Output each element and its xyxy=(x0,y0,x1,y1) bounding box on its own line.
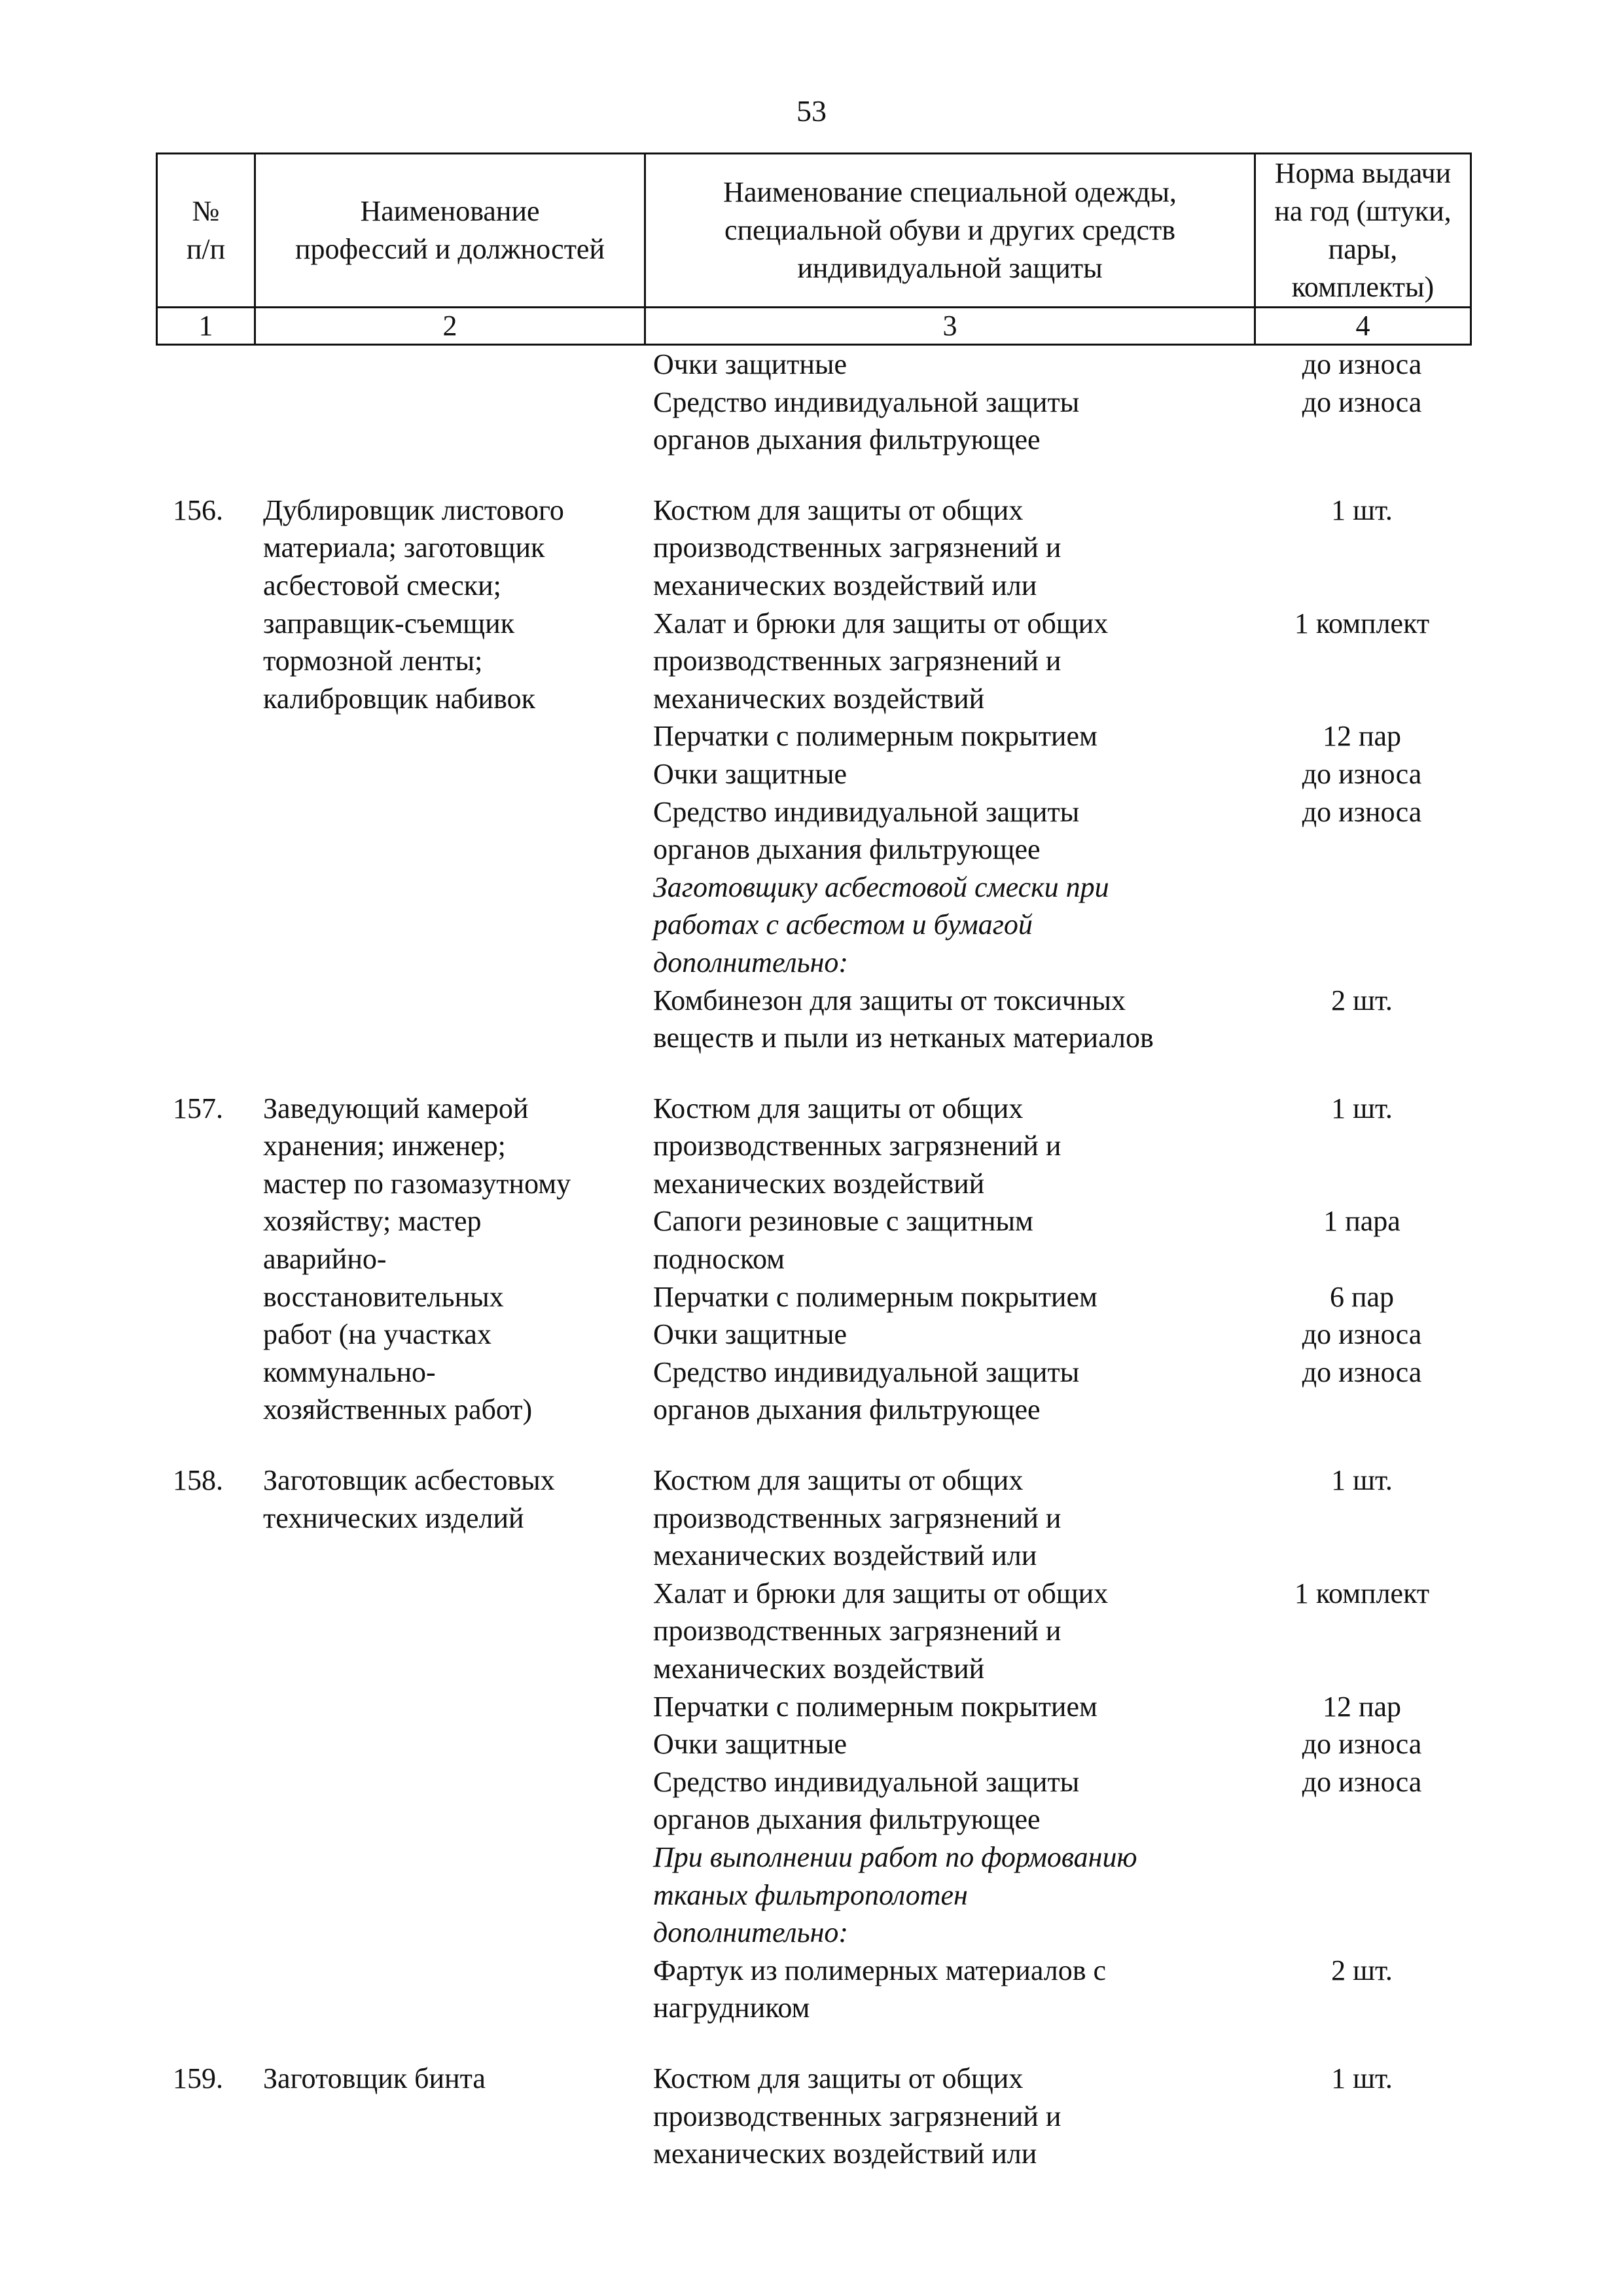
item-line: органов дыхания фильтрующее xyxy=(653,1393,1041,1426)
item-line: Халат и брюки для защиты от общих xyxy=(653,1577,1109,1609)
item-line: нагрудником xyxy=(653,1992,810,2024)
item-line: механических воздействий xyxy=(653,1653,985,1685)
item-line: механических воздействий или xyxy=(653,2138,1037,2170)
table-body xyxy=(156,346,1470,2173)
items-cell xyxy=(644,492,1254,1057)
norms-cell xyxy=(1254,2060,1470,2098)
profession-line: восстановительных xyxy=(263,1280,504,1313)
norm-line: 1 пара xyxy=(1323,1205,1400,1238)
header-profession-line: Наименование xyxy=(360,195,540,227)
note-line: работах с асбестом и бумагой xyxy=(653,908,1033,941)
item-line: механических воздействий или xyxy=(653,569,1037,601)
table-row-158 xyxy=(156,1462,1470,2027)
norm-line: 1 шт. xyxy=(1331,1464,1393,1497)
item-line: производственных загрязнений и xyxy=(653,645,1061,677)
row-gap xyxy=(156,1057,1470,1090)
item-line: Средство индивидуальной защиты xyxy=(653,1765,1080,1798)
column-number-4: 4 xyxy=(1255,308,1471,345)
norm-line: до износа xyxy=(1302,795,1422,828)
row-gap xyxy=(156,459,1470,492)
item-line: механических воздействий xyxy=(653,682,985,715)
item-line: Средство индивидуальной защиты xyxy=(653,1355,1080,1388)
profession-line: Заготовщик асбестовых xyxy=(263,1464,555,1497)
item-line: Средство индивидуальной защиты xyxy=(653,386,1080,418)
items-cell xyxy=(644,1462,1254,2027)
profession-cell xyxy=(254,1090,644,1429)
norms-cell xyxy=(1254,346,1470,421)
item-line: производственных загрязнений и xyxy=(653,1615,1061,1647)
norm-line: до износа xyxy=(1302,1765,1422,1798)
norm-line: до износа xyxy=(1302,1355,1422,1388)
norm-line: до износа xyxy=(1302,757,1422,790)
item-line: механических воздействий или xyxy=(653,1539,1037,1572)
item-line: производственных загрязнений и xyxy=(653,1130,1061,1162)
profession-line: технических изделий xyxy=(263,1501,524,1534)
header-norm xyxy=(1255,154,1471,308)
header-norm-line: Норма выдачи xyxy=(1274,157,1452,189)
norm-line: 2 шт. xyxy=(1331,1954,1393,1986)
header-number xyxy=(157,154,255,308)
item-line: Перчатки с полимерным покрытием xyxy=(653,1280,1097,1313)
item-line: Костюм для защиты от общих xyxy=(653,1092,1024,1124)
item-line: органов дыхания фильтрующее xyxy=(653,1803,1041,1836)
item-line: Комбинезон для защиты от токсичных xyxy=(653,984,1126,1016)
item-line: Костюм для защиты от общих xyxy=(653,1464,1024,1497)
header-norm-line: пары, xyxy=(1328,233,1398,265)
header-norm-line: на год (штуки, xyxy=(1274,195,1452,227)
norm-line: 1 шт. xyxy=(1331,493,1393,526)
header-number-line: № xyxy=(192,195,220,227)
header-profession-line: профессий и должностей xyxy=(294,233,605,265)
profession-line: аварийно- xyxy=(263,1243,387,1276)
item-line: Костюм для защиты от общих xyxy=(653,2062,1024,2094)
note-line: тканых фильтрополотен xyxy=(653,1878,968,1911)
item-line: Очки защитные xyxy=(653,757,847,790)
profession-line: Дублировщик листового xyxy=(263,493,564,526)
table-row-157 xyxy=(156,1090,1470,1429)
profession-cell xyxy=(254,492,644,718)
header-equipment-line: Наименование специальной одежды, xyxy=(723,176,1177,208)
norm-line: 12 пар xyxy=(1322,720,1402,753)
norm-line: 1 комплект xyxy=(1294,607,1430,639)
norm-line: до износа xyxy=(1302,1318,1422,1351)
norm-line: 12 пар xyxy=(1322,1690,1402,1723)
page-number: 53 xyxy=(796,94,827,128)
item-line: Средство индивидуальной защиты xyxy=(653,795,1080,828)
note-line: Заготовщику асбестовой смески при xyxy=(653,870,1109,903)
row-number: 159. xyxy=(173,2062,223,2094)
profession-line: хозяйству; мастер xyxy=(263,1205,482,1238)
header-equipment xyxy=(645,154,1255,308)
profession-line: хранения; инженер; xyxy=(263,1130,506,1162)
profession-cell xyxy=(254,1462,644,1537)
norm-line: до износа xyxy=(1302,348,1422,380)
table-row-159 xyxy=(156,2060,1470,2173)
item-line: Перчатки с полимерным покрытием xyxy=(653,720,1097,753)
profession-line: Заготовщик бинта xyxy=(263,2062,486,2094)
item-line: Фартук из полимерных материалов с xyxy=(653,1954,1107,1986)
item-line: Костюм для защиты от общих xyxy=(653,493,1024,526)
norms-cell xyxy=(1254,1462,1470,1989)
row-gap xyxy=(156,1429,1470,1462)
item-line: Очки защитные xyxy=(653,1318,847,1351)
profession-line: калибровщик набивок xyxy=(263,682,535,715)
norm-line: 1 шт. xyxy=(1331,2062,1393,2094)
item-line: веществ и пыли из нетканых материалов xyxy=(653,1022,1154,1054)
profession-line: Заведующий камерой xyxy=(263,1092,529,1124)
norm-line: до износа xyxy=(1302,386,1422,418)
column-number-1: 1 xyxy=(157,308,255,345)
note-line: При выполнении работ по формованию xyxy=(653,1840,1137,1873)
note-line: дополнительно: xyxy=(653,946,849,978)
table-row-156 xyxy=(156,492,1470,1057)
note-line: дополнительно: xyxy=(653,1916,849,1949)
norm-line: 1 шт. xyxy=(1331,1092,1393,1124)
items-cell xyxy=(644,2060,1254,2173)
item-line: Сапоги резиновые с защитным xyxy=(653,1205,1033,1238)
header-number-line: п/п xyxy=(186,233,226,265)
item-line: подноском xyxy=(653,1243,785,1276)
item-line: Очки защитные xyxy=(653,1728,847,1761)
norm-line: до износа xyxy=(1302,1728,1422,1761)
column-number-2: 2 xyxy=(255,308,645,345)
row-number: 158. xyxy=(173,1464,223,1497)
profession-line: мастер по газомазутному xyxy=(263,1167,571,1200)
norms-cell xyxy=(1254,492,1470,1019)
profession-line: коммунально- xyxy=(263,1355,436,1388)
item-line: органов дыхания фильтрующее xyxy=(653,423,1041,456)
row-gap xyxy=(156,2027,1470,2060)
profession-line: материала; заготовщик xyxy=(263,531,545,564)
profession-line: хозяйственных работ) xyxy=(263,1393,533,1426)
item-line: Перчатки с полимерным покрытием xyxy=(653,1690,1097,1723)
item-line: Очки защитные xyxy=(653,348,847,380)
norm-line: 2 шт. xyxy=(1331,984,1393,1016)
norms-cell xyxy=(1254,1090,1470,1391)
item-line: органов дыхания фильтрующее xyxy=(653,833,1041,866)
header-profession xyxy=(255,154,645,308)
row-number: 157. xyxy=(173,1092,223,1124)
profession-line: асбестовой смески; xyxy=(263,569,501,601)
item-line: производственных загрязнений и xyxy=(653,531,1061,564)
norm-line: 1 комплект xyxy=(1294,1577,1430,1609)
profession-line: работ (на участках xyxy=(263,1318,491,1351)
item-line: производственных загрязнений и xyxy=(653,2100,1061,2132)
item-line: Халат и брюки для защиты от общих xyxy=(653,607,1109,639)
header-equipment-line: индивидуальной защиты xyxy=(797,252,1103,284)
profession-cell xyxy=(254,2060,644,2098)
column-number-3: 3 xyxy=(645,308,1255,345)
profession-line: заправщик-съемщик xyxy=(263,607,515,639)
header-norm-line: комплекты) xyxy=(1291,271,1435,303)
items-cell xyxy=(644,1090,1254,1429)
norm-line: 6 пар xyxy=(1329,1280,1395,1313)
item-line: производственных загрязнений и xyxy=(653,1501,1061,1534)
item-line: механических воздействий xyxy=(653,1167,985,1200)
items-cell xyxy=(644,346,1254,459)
row-number: 156. xyxy=(173,493,223,526)
table-header xyxy=(156,152,1472,346)
continuation-row xyxy=(156,346,1470,459)
profession-line: тормозной ленты; xyxy=(263,645,483,677)
header-equipment-line: специальной обуви и других средств xyxy=(724,214,1176,246)
